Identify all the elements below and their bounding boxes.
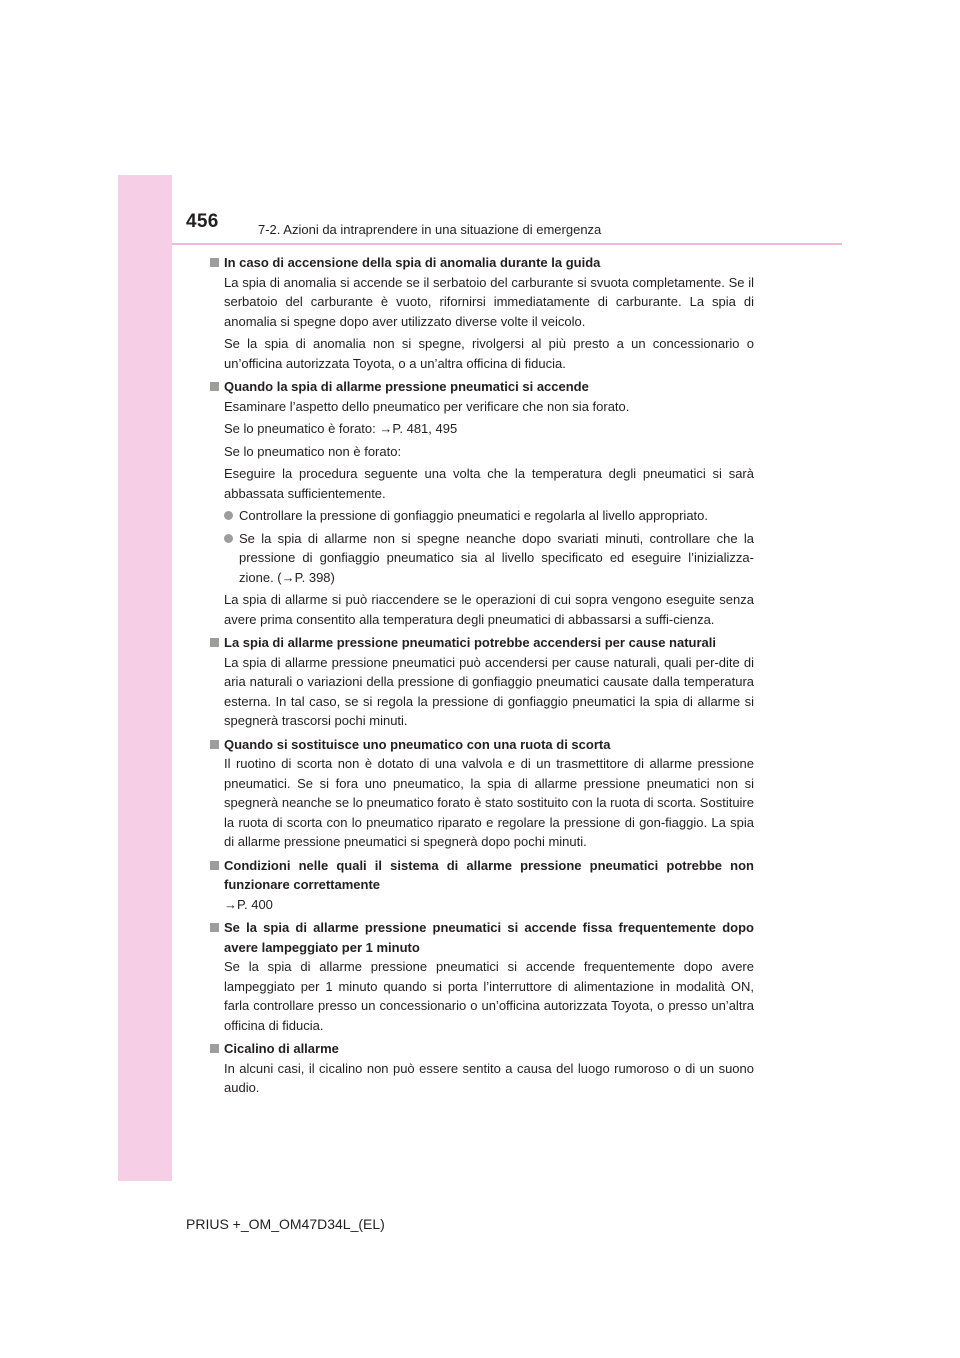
chapter-side-band bbox=[118, 175, 172, 1181]
list-item bbox=[224, 529, 754, 588]
paragraph: Eseguire la procedura seguente una volta che la temperatura degli pneumatici si sarà abbassata sufficientemente. bbox=[224, 466, 754, 501]
section-frequent-light bbox=[210, 918, 754, 1035]
square-bullet-icon bbox=[210, 740, 219, 749]
document-code: PRIUS +_OM_OM47D34L_(EL) bbox=[186, 1216, 385, 1232]
list-item-text: Controllare la pressione di gonfiaggio pneumatici e regolarla al livello appropriato. bbox=[239, 508, 708, 523]
square-bullet-icon bbox=[210, 382, 219, 391]
section-body bbox=[224, 895, 754, 915]
header-rule bbox=[172, 243, 842, 245]
paragraph: La spia di anomalia si accende se il serbatoio del carburante si svuota completamente. Se il serbatoio del carburante è vuoto, rifornirsi immediatamente di carburante. La spia di anomalia si spegne dopo aver utilizzato diverse volte il veicolo. bbox=[224, 274, 754, 329]
section-title: Quando si sostituisce uno pneumatico con una ruota di scorta bbox=[224, 736, 611, 752]
chapter-title: 7-2. Azioni da intraprendere in una situazione di emergenza bbox=[258, 222, 602, 237]
section-heading bbox=[210, 918, 754, 957]
square-bullet-icon bbox=[210, 861, 219, 870]
section-body bbox=[224, 273, 754, 374]
section-title: In caso di accensione della spia di anomalia durante la guida bbox=[224, 255, 601, 270]
section-title: La spia di allarme pressione pneumatici potrebbe accendersi per cause naturali bbox=[224, 635, 717, 650]
section-body bbox=[224, 754, 754, 852]
paragraph: Se lo pneumatico non è forato: bbox=[224, 443, 402, 459]
section-warning-buzzer bbox=[210, 1039, 754, 1098]
section-malfunction-light bbox=[210, 253, 754, 373]
section-body bbox=[224, 653, 754, 731]
square-bullet-icon bbox=[210, 1044, 219, 1053]
paragraph: La spia di allarme pressione pneumatici può accendersi per cause naturali, quali per-dite di aria naturali o variazioni della pressione di gonfiaggio pneumatici causate dalla temperatura esterna. In tal caso, se si regola la pressione di gonfiaggio pneumatici la spia di allarme si spegnerà trascorsi pochi minuti. bbox=[224, 654, 754, 728]
list-item bbox=[224, 506, 754, 526]
section-title: Quando la spia di allarme pressione pneumatici si accende bbox=[224, 379, 589, 394]
section-spare-tire bbox=[210, 735, 754, 852]
section-title: Cicalino di allarme bbox=[224, 1041, 339, 1056]
section-natural-causes bbox=[210, 633, 754, 731]
list-item-text: Se la spia di allarme non si spegne neanche dopo svariati minuti, controllare che la pressione di gonfiaggio pneumatico sia al livello specificato ed eseguire l’inizializza-zione. (→P. 398) bbox=[239, 530, 754, 585]
section-body bbox=[224, 957, 754, 1035]
paragraph: Se la spia di allarme pressione pneumatici si accende frequentemente dopo avere lampeggiato per 1 minuto quando si porta l’interruttore di alimentazione in modalità ON, farla controllare presso un concessionario o un’officina autorizzata Toyota, o presso un’altra officina di fiducia. bbox=[224, 959, 754, 1033]
paragraph: Se la spia di anomalia non si spegne, rivolgersi al più presto a un concessionario o un’officina autorizzata Toyota, o a un’altra officina di fiducia. bbox=[224, 336, 754, 371]
square-bullet-icon bbox=[210, 923, 219, 932]
section-system-malfunction-conditions bbox=[210, 856, 754, 915]
paragraph: Esaminare l’aspetto dello pneumatico per verificare che non sia forato. bbox=[224, 398, 630, 414]
round-bullet-icon bbox=[224, 534, 233, 543]
section-heading bbox=[210, 735, 754, 755]
section-body bbox=[224, 1059, 754, 1098]
paragraph-page-reference: →P. 400 bbox=[224, 896, 273, 912]
square-bullet-icon bbox=[210, 258, 219, 267]
section-title: Condizioni nelle quali il sistema di allarme pressione pneumatici potrebbe non funzionare correttamente bbox=[224, 857, 754, 892]
page-content bbox=[210, 253, 754, 1102]
section-title: Se la spia di allarme pressione pneumatici si accende fissa frequentemente dopo avere lampeggiato per 1 minuto bbox=[224, 920, 754, 955]
section-heading bbox=[210, 253, 754, 273]
section-heading bbox=[210, 856, 754, 895]
section-heading bbox=[210, 1039, 754, 1059]
square-bullet-icon bbox=[210, 638, 219, 647]
section-heading bbox=[210, 377, 754, 397]
paragraph: La spia di allarme si può riaccendere se le operazioni di cui sopra vengono eseguite senza avere prima consentito alla temperatura degli pneumatici di abbassarsi a suffi-cienza. bbox=[224, 592, 754, 627]
section-body bbox=[224, 397, 754, 630]
section-tire-pressure-warning bbox=[210, 377, 754, 629]
page-number: 456 bbox=[186, 211, 219, 232]
round-bullet-icon bbox=[224, 511, 233, 520]
paragraph: In alcuni casi, il cicalino non può essere sentito a causa del luogo rumoroso o di un suono audio. bbox=[224, 1060, 754, 1095]
section-heading bbox=[210, 633, 754, 653]
paragraph: Il ruotino di scorta non è dotato di una valvola e di un trasmettitore di allarme pressione pneumatici. Se si fora uno pneumatico, la spia di allarme pressione pneumatici non si spegnerà neanche se lo pneumatico forato è stato sostituito con la ruota di scorta. Sostituire la ruota di scorta con lo pneumatico riparato e regolare la pressione di gon-fiaggio. La spia di allarme pressione pneumatici si spegnerà dopo pochi minuti. bbox=[224, 756, 754, 849]
paragraph-page-reference: Se lo pneumatico è forato: →P. 481, 495 bbox=[224, 421, 458, 436]
